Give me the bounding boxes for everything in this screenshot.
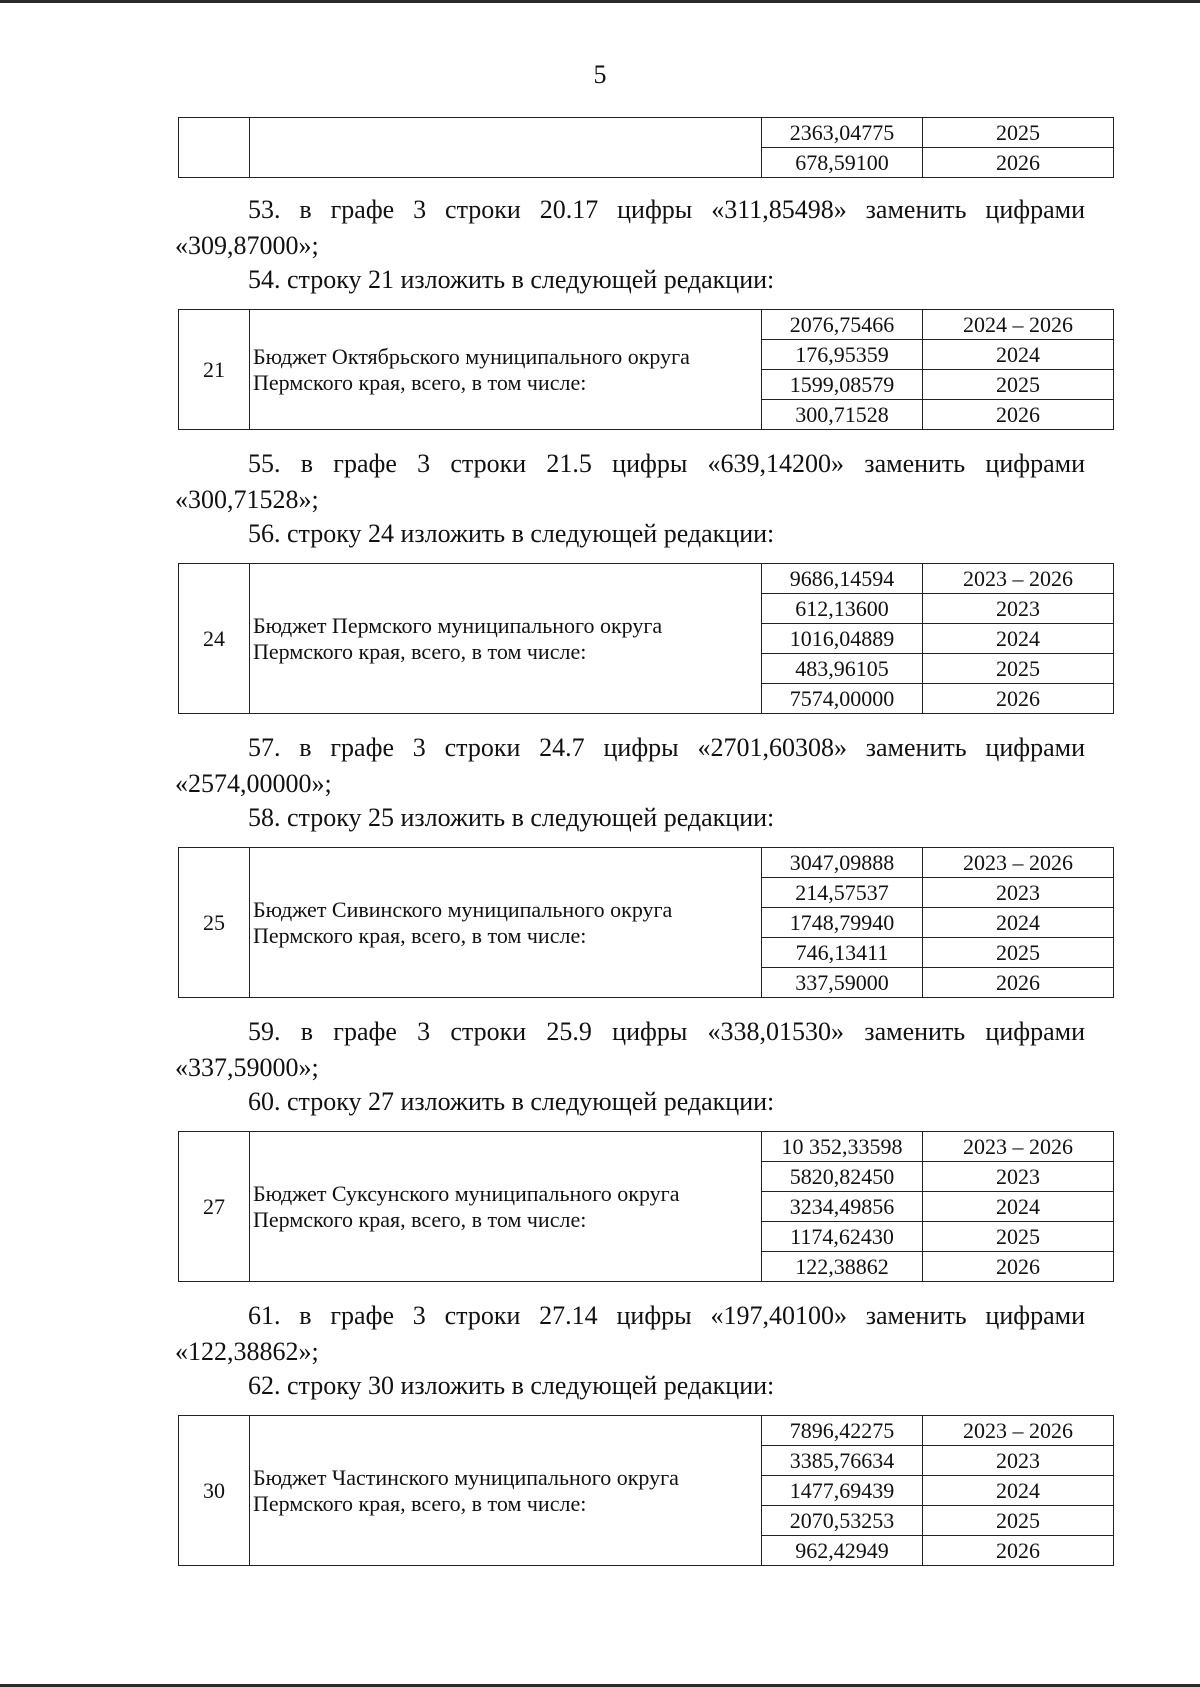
table-row <box>179 1132 1114 1162</box>
budget-name-suffix: Пермского края, всего, в том числе: <box>253 1206 587 1232</box>
budget-name: Бюджет Октябрьского муниципального округа <box>253 343 690 369</box>
year-cell: 2026 <box>923 400 1114 430</box>
budget-table-row-27 <box>178 1131 1114 1282</box>
year-cell: 2026 <box>923 1252 1114 1282</box>
row-number-cell: 25 <box>179 848 250 998</box>
amount-cell: 962,42949 <box>762 1536 923 1566</box>
year-cell: 2024 <box>923 1476 1114 1506</box>
budget-name: Бюджет Пермского муниципального округа <box>253 612 663 638</box>
amount-cell: 3047,09888 <box>762 848 923 878</box>
budget-name-suffix: Пермского края, всего, в том числе: <box>253 638 587 664</box>
clause-62: 62. строку 30 изложить в следующей редакции: <box>248 1371 775 1400</box>
row-name-cell <box>250 848 762 998</box>
amount-cell: 1174,62430 <box>762 1222 923 1252</box>
amount-cell: 612,13600 <box>762 594 923 624</box>
year-cell: 2023 <box>923 594 1114 624</box>
amount-cell: 10 352,33598 <box>762 1132 923 1162</box>
year-cell: 2025 <box>923 654 1114 684</box>
year-cell: 2025 <box>923 118 1114 148</box>
row-number-cell: 21 <box>179 310 250 430</box>
year-cell: 2025 <box>923 1506 1114 1536</box>
year-cell: 2025 <box>923 370 1114 400</box>
row-name-cell <box>250 310 762 430</box>
row-number-cell <box>179 118 250 178</box>
amount-cell: 746,13411 <box>762 938 923 968</box>
clause-61: 61. в графе 3 строки 27.14 цифры «197,40100» заменить цифрами «122,38862»; <box>175 1301 1085 1366</box>
amount-cell: 3234,49856 <box>762 1192 923 1222</box>
amount-cell: 1016,04889 <box>762 624 923 654</box>
amount-cell: 1748,79940 <box>762 908 923 938</box>
year-cell: 2025 <box>923 1222 1114 1252</box>
amount-cell: 1599,08579 <box>762 370 923 400</box>
page-number: 5 <box>593 60 607 89</box>
amount-cell: 122,38862 <box>762 1252 923 1282</box>
year-cell: 2026 <box>923 968 1114 998</box>
clause-56: 56. строку 24 изложить в следующей редакции: <box>248 519 775 548</box>
amount-cell: 2070,53253 <box>762 1506 923 1536</box>
clause-60: 60. строку 27 изложить в следующей редакции: <box>248 1087 775 1116</box>
year-cell: 2024 <box>923 624 1114 654</box>
year-cell: 2025 <box>923 938 1114 968</box>
clause-54: 54. строку 21 изложить в следующей редакции: <box>248 265 775 294</box>
year-cell: 2023 <box>923 878 1114 908</box>
row-number-cell: 27 <box>179 1132 250 1282</box>
budget-name-suffix: Пермского края, всего, в том числе: <box>253 922 587 948</box>
amount-cell: 3385,76634 <box>762 1446 923 1476</box>
budget-table-row-25 <box>178 847 1114 998</box>
year-cell: 2026 <box>923 148 1114 178</box>
clause-55: 55. в графе 3 строки 21.5 цифры «639,14200» заменить цифрами «300,71528»; <box>175 449 1085 514</box>
amount-cell: 2363,04775 <box>762 118 923 148</box>
amount-cell: 1477,69439 <box>762 1476 923 1506</box>
clause-58: 58. строку 25 изложить в следующей редакции: <box>248 803 775 832</box>
year-cell: 2023 – 2026 <box>923 1132 1114 1162</box>
table-row <box>179 848 1114 878</box>
amount-cell: 300,71528 <box>762 400 923 430</box>
table-row <box>179 118 1114 148</box>
year-cell: 2026 <box>923 1536 1114 1566</box>
budget-name: Бюджет Сивинского муниципального округа <box>253 896 673 922</box>
year-cell: 2024 <box>923 908 1114 938</box>
year-cell: 2026 <box>923 684 1114 714</box>
amount-cell: 678,59100 <box>762 148 923 178</box>
amount-cell: 176,95359 <box>762 340 923 370</box>
row-name-cell <box>250 118 762 178</box>
clause-53: 53. в графе 3 строки 20.17 цифры «311,85498» заменить цифрами «309,87000»; <box>175 195 1085 260</box>
row-number-cell: 30 <box>179 1416 250 1566</box>
amount-cell: 337,59000 <box>762 968 923 998</box>
row-number-cell: 24 <box>179 564 250 714</box>
table-row <box>179 310 1114 340</box>
row-name-cell <box>250 1416 762 1566</box>
year-cell: 2023 – 2026 <box>923 1416 1114 1446</box>
amount-cell: 9686,14594 <box>762 564 923 594</box>
year-cell: 2023 <box>923 1446 1114 1476</box>
year-cell: 2023 <box>923 1162 1114 1192</box>
budget-table-continuation <box>178 117 1114 178</box>
row-name-cell <box>250 564 762 714</box>
amount-cell: 5820,82450 <box>762 1162 923 1192</box>
year-cell: 2023 – 2026 <box>923 848 1114 878</box>
year-cell: 2024 <box>923 340 1114 370</box>
budget-name: Бюджет Суксунского муниципального округа <box>253 1180 680 1206</box>
year-cell: 2024 – 2026 <box>923 310 1114 340</box>
budget-table-row-21 <box>178 309 1114 430</box>
budget-table-row-30 <box>178 1415 1114 1566</box>
budget-table-row-24 <box>178 563 1114 714</box>
row-name-cell <box>250 1132 762 1282</box>
year-cell: 2023 – 2026 <box>923 564 1114 594</box>
scan-edge-top <box>0 0 1200 3</box>
year-cell: 2024 <box>923 1192 1114 1222</box>
amount-cell: 2076,75466 <box>762 310 923 340</box>
clause-57: 57. в графе 3 строки 24.7 цифры «2701,60308» заменить цифрами «2574,00000»; <box>175 733 1085 798</box>
amount-cell: 214,57537 <box>762 878 923 908</box>
table-row <box>179 1416 1114 1446</box>
budget-name: Бюджет Частинского муниципального округа <box>253 1464 679 1490</box>
amount-cell: 7896,42275 <box>762 1416 923 1446</box>
amount-cell: 483,96105 <box>762 654 923 684</box>
table-row <box>179 564 1114 594</box>
amount-cell: 7574,00000 <box>762 684 923 714</box>
clause-59: 59. в графе 3 строки 25.9 цифры «338,01530» заменить цифрами «337,59000»; <box>175 1017 1085 1082</box>
budget-name-suffix: Пермского края, всего, в том числе: <box>253 369 587 395</box>
budget-name-suffix: Пермского края, всего, в том числе: <box>253 1490 587 1516</box>
